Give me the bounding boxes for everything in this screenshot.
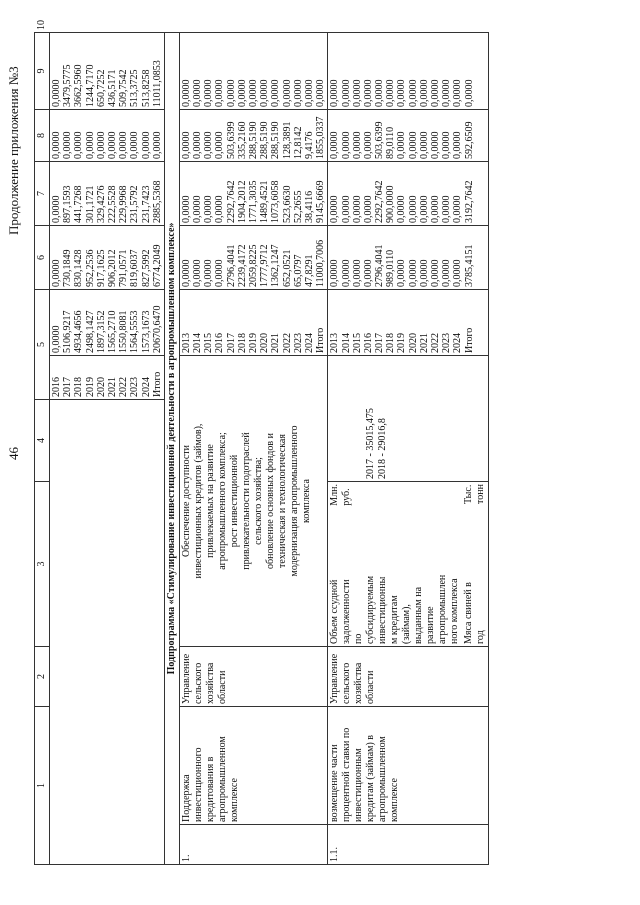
row11-col9-line: 0,0000: [452, 79, 464, 107]
row1-col6-line: 1777,9712: [259, 244, 271, 287]
row11-indicator2-line: год: [475, 630, 487, 644]
row1-col7-line: 1489,4521: [259, 180, 271, 223]
row11-col8-line: 89,0110: [385, 126, 397, 159]
block-a-col6-line: 5106,9217: [62, 310, 74, 353]
row1-col6-line: 652,0521: [281, 249, 293, 287]
row1-col7-line: 1073,6058: [270, 180, 282, 223]
row11-years-line: 2014: [340, 333, 352, 353]
row11-col9-line: 0,0000: [351, 79, 363, 107]
row11-col7-line: 0,0000: [340, 195, 352, 223]
row11-years-line: 2017: [374, 333, 386, 353]
block-a-col9-line: 0,0000: [151, 131, 163, 159]
block-a-col10-line: 513,3725: [129, 69, 141, 107]
header-row: 1 2 3 4 5 6 7 8 9 10: [35, 33, 50, 865]
row1-indicator: [179, 356, 327, 647]
row1-years-line: Итого: [315, 327, 327, 353]
row1-indicator-line: модернизация агропромышленного: [288, 425, 300, 577]
block-a-col9-line: 0,0000: [140, 131, 152, 159]
row11-col7-line: 0,0000: [452, 195, 464, 223]
row1-col8-line: 1855,0337: [315, 116, 327, 159]
row1-executor: [179, 647, 327, 707]
row1-col8-line: 0,0000: [192, 131, 204, 159]
subprogram-row: [164, 33, 179, 865]
row1-col8-line: 503,6399: [225, 121, 237, 159]
row1-indicator-line: привлекаемых на развитие: [204, 444, 216, 558]
row1-col8: [179, 110, 327, 162]
row11-col6-line: 0,0000: [430, 259, 441, 287]
row11-col7: [328, 162, 489, 226]
row11-indicator1-line: задолженности: [341, 579, 353, 644]
row1-years-line: 2022: [281, 333, 293, 353]
row1-col9-line: 0,0000: [236, 79, 248, 107]
row11-indicator1: [329, 575, 461, 644]
row11-indicator2: [463, 582, 487, 644]
row1-number: 1.: [179, 825, 327, 865]
row11-name-line: комплексе: [389, 778, 401, 822]
block-a-col10-line: 1244,7170: [84, 64, 96, 107]
block-a-col8-line: 222,5528: [106, 185, 118, 223]
row1-col6-line: 65,0797: [292, 254, 304, 287]
row1-col8-line: 9,4176: [303, 131, 315, 159]
header-col-3: 3: [35, 482, 50, 647]
row11-col6-line: 0,0000: [452, 259, 464, 287]
row11-indicator1-line: ного комплекса: [449, 578, 461, 644]
row11-years-line: 2015: [351, 333, 363, 353]
row1-col7-line: 52,2655: [292, 190, 304, 223]
row11-col7-line: 2292,7642: [374, 180, 386, 223]
row11-col9-line: 0,0000: [407, 79, 419, 107]
row1-col6-line: 0,0000: [214, 259, 226, 287]
row1-col9-line: 0,0000: [270, 79, 282, 107]
row11-years-line: 2019: [396, 333, 408, 353]
row11-name-line: возмещение части: [329, 744, 341, 822]
row11-col9-line: 0,0000: [340, 79, 352, 107]
row1-years-line: 2019: [248, 333, 259, 353]
row11-col9-line: 0,0000: [329, 79, 341, 107]
row1-col9-line: 0,0000: [281, 79, 293, 107]
row11-executor: [328, 647, 489, 707]
row1-col8-line: 0,0000: [214, 131, 226, 159]
row11-years-line: 2020: [407, 333, 419, 353]
block-a-col6: [50, 290, 165, 356]
row11-col7-line: 0,0000: [396, 195, 408, 223]
row11-indicator1-line: развитие: [425, 606, 437, 644]
block-a-col8-line: 229,9968: [118, 185, 130, 223]
row11-indicator1-line: выданным на: [413, 586, 425, 644]
row11-col7-line: 0,0000: [362, 195, 374, 223]
row1-col8-line: 288,5190: [259, 121, 271, 159]
row11-col7-line: 0,0000: [418, 195, 430, 223]
row1-years-line: 2017: [225, 333, 237, 353]
block-a-col8: [50, 162, 165, 226]
row1-years-line: 2016: [214, 333, 226, 353]
row1-name-line: Поддержка: [180, 774, 192, 822]
row1-col7-line: 0,0000: [203, 195, 215, 223]
row11-col8-line: 0,0000: [351, 131, 363, 159]
row11-unit1-line: Млн.: [329, 484, 341, 506]
block-a-years: [50, 356, 165, 400]
row11-col6: [328, 226, 489, 290]
row11-number: 1.1.: [328, 825, 489, 865]
row1-years-line: 2024: [303, 333, 315, 353]
row11-col8-line: 503,6399: [374, 121, 386, 159]
block-a-col10-line: 436,5171: [106, 69, 118, 107]
header-col-5: 5: [35, 290, 50, 400]
block-a-col7-line: 827,5992: [140, 249, 152, 287]
row11-col7-line: 0,0000: [329, 195, 341, 223]
row11-unit2: [463, 484, 487, 504]
row11-col6-line: 0,0000: [362, 259, 374, 287]
row11-indicator1-line: Объем ссудной: [329, 579, 341, 644]
row11-col8-line: 592,6509: [463, 121, 475, 159]
row11-indicator1-line: м кредитам: [389, 595, 401, 644]
block-a-col8-line: 2885,5368: [151, 180, 163, 223]
block-a-col7-line: 830,1428: [73, 249, 85, 287]
row11-col6-line: 2796,4041: [374, 244, 386, 287]
row11-name-line: кредитам (займам) в: [365, 734, 377, 822]
row1-col6-line: 2239,4172: [236, 244, 248, 287]
row1-years-line: 2013: [180, 333, 192, 353]
table-row-1: [179, 33, 327, 865]
row1-years-line: 2015: [203, 333, 215, 353]
row1-executor-line: хозяйства: [204, 662, 216, 704]
block-a-col6-line: 1897,3152: [95, 310, 107, 353]
row11-col7-line: 0,0000: [407, 195, 419, 223]
block-a-col8-line: 231,5792: [129, 185, 141, 223]
row11-executor-line: хозяйства: [353, 662, 365, 704]
row1-indicator-line: техническая и технологическая: [276, 434, 288, 568]
row1-col8-line: 288,5190: [248, 121, 259, 159]
row1-indicator-line: обновление основных фондов и: [264, 433, 276, 569]
row11-years-line: 2021: [418, 333, 430, 353]
row11-indicator2-line: Мяса свиней в: [463, 582, 475, 644]
row1-executor-line: сельского: [192, 662, 204, 704]
block-a-col6-line: 1564,5553: [129, 310, 141, 353]
row11-col7-line: 3192,7642: [463, 180, 475, 223]
row11-name-line: инвестиционным: [353, 748, 365, 822]
row11-col9-line: 0,0000: [463, 79, 475, 107]
block-a-col9-line: 0,0000: [51, 131, 62, 159]
block-a-col10-line: 650,7252: [95, 69, 107, 107]
row1-indicator-line: сельского хозяйства;: [252, 457, 264, 545]
header-col-4: 4: [35, 400, 50, 482]
block-a-col10-line: 509,7542: [118, 69, 130, 107]
row11-col6-line: 989,0110: [385, 249, 397, 287]
page-number: 46: [6, 447, 21, 460]
row11-col9-line: 0,0000: [385, 79, 397, 107]
block-a-years-line: 2017: [62, 377, 74, 397]
block-a-years-line: 2020: [95, 377, 107, 397]
row1-col7-line: 523,6630: [281, 185, 293, 223]
row1-col7: [179, 162, 327, 226]
header-col-9: 9: [35, 33, 50, 110]
row1-indicator-line: инвестиционных кредитов (займов),: [192, 423, 204, 579]
row1-col9-line: 0,0000: [180, 79, 192, 107]
row11-indicator1-line: (займам),: [401, 604, 413, 644]
row11-years: [328, 290, 489, 356]
header-col-8: 8: [35, 110, 50, 162]
row1-col9: [179, 33, 327, 110]
header-col-6: 6: [35, 226, 50, 290]
row1-col6-line: 11000,7006: [315, 239, 327, 287]
block-a-col7-line: 917,1625: [95, 249, 107, 287]
block-a-col10-line: 3662,5960: [73, 64, 85, 107]
row1-col6-line: 2796,4041: [225, 244, 237, 287]
block-a-col9-line: 0,0000: [106, 131, 118, 159]
table-row-1-1: [328, 33, 489, 865]
row1-col8-line: 0,0000: [203, 131, 215, 159]
row11-col9-line: 0,0000: [362, 79, 374, 107]
block-a-years-line: 2022: [118, 377, 130, 397]
row11-years-line: Итого: [463, 327, 475, 353]
block-a-col10: [50, 33, 165, 110]
row11-name-line: агропромышленном: [377, 736, 389, 822]
block-a-col6-line: 2498,1427: [84, 310, 96, 353]
block-a-col9-line: 0,0000: [118, 131, 130, 159]
row1-indicator-line: рост инвестиционной: [228, 454, 240, 548]
block-a-col7-line: 791,0571: [118, 249, 130, 287]
row11-col5-line: 2018 - 29016,8: [377, 418, 389, 479]
row1-col9-line: 0,0000: [292, 79, 304, 107]
row1-col7-line: 0,0000: [180, 195, 192, 223]
block-a-col7-line: 730,1849: [62, 249, 74, 287]
row11-col8: [328, 110, 489, 162]
row11-col7-line: 0,0000: [430, 195, 441, 223]
row11-col6-line: 0,0000: [418, 259, 430, 287]
row11-indicator-cell: [328, 482, 489, 647]
row11-col8-line: 0,0000: [396, 131, 408, 159]
row1-col6-line: 47,8291: [303, 254, 315, 287]
row11-years-line: 2013: [329, 333, 341, 353]
row1-col9-line: 0,0000: [203, 79, 215, 107]
row1-indicator-line: привлекательности подотраслей: [240, 432, 252, 570]
row11-col8-line: 0,0000: [407, 131, 419, 159]
block-a-col8-line: 231,7423: [140, 185, 152, 223]
row1-col7-line: 2292,7642: [225, 180, 237, 223]
row1-executor-line: области: [216, 670, 228, 704]
block-a-col9: [50, 110, 165, 162]
row11-col9-line: 0,0000: [430, 79, 441, 107]
row11-col8-line: 0,0000: [418, 131, 430, 159]
row1-col7-line: 1904,2012: [236, 180, 248, 223]
row1-col6-line: 1362,1247: [270, 244, 282, 287]
row1-col6-line: 0,0000: [203, 259, 215, 287]
row1-col8-line: 288,5190: [270, 121, 282, 159]
block-a-row: [50, 33, 165, 865]
row11-col5: [328, 356, 489, 482]
block-a-empty: [50, 400, 165, 865]
row1-years-line: 2021: [270, 333, 282, 353]
block-a-col6-line: 0,0000: [51, 325, 62, 353]
row1-name-line: комплексе: [228, 778, 240, 822]
row11-col9-line: 0,0000: [418, 79, 430, 107]
row11-col9: [328, 33, 489, 110]
row1-years-line: 2018: [236, 333, 248, 353]
block-a-col7-line: 0,0000: [51, 259, 62, 287]
row1-col8-line: 335,2160: [236, 121, 248, 159]
row11-years-line: 2016: [362, 333, 374, 353]
block-a-years-line: Итого: [151, 371, 163, 397]
row1-col9-line: 0,0000: [259, 79, 271, 107]
row11-indicator1-line: агропромышлен: [437, 574, 449, 644]
row11-col6-line: 0,0000: [340, 259, 352, 287]
row11-col6-line: 0,0000: [329, 259, 341, 287]
row11-name-line: процентной ставки по: [341, 727, 353, 822]
row1-col6-line: 2059,8225: [248, 244, 259, 287]
row11-col6-line: 0,0000: [351, 259, 363, 287]
block-a-col9-line: 0,0000: [95, 131, 107, 159]
row1-col6: [179, 226, 327, 290]
row11-col5-line: 2017 - 35015,475: [365, 408, 377, 479]
block-a-col8-line: 301,1721: [84, 185, 96, 223]
row1-col7-line: 9145,6669: [315, 180, 327, 223]
row11-col9-line: 0,0000: [374, 79, 386, 107]
row11-col6-line: 0,0000: [407, 259, 419, 287]
block-a-col7-line: 819,6037: [129, 249, 141, 287]
row11-executor-line: сельского: [341, 662, 353, 704]
header-col-7: 7: [35, 162, 50, 226]
row11-executor-line: области: [365, 670, 377, 704]
row11-indicator1-line: инвестиционны: [377, 576, 389, 644]
row1-years-line: 2020: [259, 333, 271, 353]
block-a-col10-line: 3479,5775: [62, 64, 74, 107]
row1-col9-line: 0,0000: [315, 79, 327, 107]
row11-col8-line: 0,0000: [340, 131, 352, 159]
block-a-col6-line: 20670,6470: [151, 305, 163, 353]
block-a-col6-line: 1565,2710: [106, 310, 118, 353]
block-a-col10-line: 11011,0853: [151, 60, 163, 107]
block-a-col9-line: 0,0000: [62, 131, 74, 159]
row1-indicator-line: комплекса: [300, 479, 312, 523]
row11-years-line: 2024: [452, 333, 464, 353]
row1-col7-line: 38,4116: [303, 190, 315, 223]
row11-name: [328, 707, 489, 825]
row11-col7-line: 0,0000: [441, 195, 453, 223]
block-a-years-line: 2019: [84, 377, 96, 397]
row1-name-line: агропромышленном: [216, 736, 228, 822]
row1-years-line: 2014: [192, 333, 204, 353]
row11-indicator1-line: по: [353, 633, 365, 644]
block-a-col7-line: 952,2536: [84, 249, 96, 287]
row11-unit1-line: руб.: [341, 488, 353, 506]
row11-col8-line: 0,0000: [362, 131, 374, 159]
row1-col8-line: 0,0000: [180, 131, 192, 159]
row1-col8-line: 128,3891: [281, 121, 293, 159]
row11-unit2-line: Тыс.: [463, 484, 475, 504]
row11-col9-line: 0,0000: [396, 79, 408, 107]
block-a-col8-line: 441,7268: [73, 185, 85, 223]
row1-name-line: кредитования в: [204, 756, 216, 822]
row11-col6-line: 3785,4151: [463, 244, 475, 287]
row1-name: [179, 707, 327, 825]
block-a-col7-line: 906,2012: [106, 249, 118, 287]
row1-executor-line: Управление: [180, 653, 192, 704]
row11-col8-line: 0,0000: [430, 131, 441, 159]
block-a-col7-line: 6774,2049: [151, 244, 163, 287]
row1-col9-line: 0,0000: [192, 79, 204, 107]
block-a-years-line: 2023: [129, 377, 141, 397]
block-a-col8-line: 0,0000: [51, 195, 62, 223]
block-a-col6-line: 1573,1673: [140, 310, 152, 353]
row1-col6-line: 0,0000: [192, 259, 204, 287]
row11-unit1: [329, 484, 461, 506]
subprogram-title: Подпрограмма «Стимулирование инвестиционной деятельности в агропромышленном комплексе»: [164, 33, 179, 865]
row11-indicator1-line: субсидируемым: [365, 575, 377, 644]
row11-years-line: 2022: [430, 333, 441, 353]
row1-col7-line: 0,0000: [214, 195, 226, 223]
header-col-1: 1: [35, 707, 50, 865]
row11-col7-line: 900,0000: [385, 185, 397, 223]
block-a-col9-line: 0,0000: [73, 131, 85, 159]
row11-col8-line: 0,0000: [441, 131, 453, 159]
block-a-col10-line: 513,8258: [140, 69, 152, 107]
row11-col7-line: 0,0000: [351, 195, 363, 223]
block-a-col6-line: 4934,4656: [73, 310, 85, 353]
block-a-col6-line: 1550,8081: [118, 310, 130, 353]
row11-executor-line: Управление: [329, 653, 341, 704]
row11-col6-line: 0,0000: [396, 259, 408, 287]
block-a-years-line: 2024: [140, 377, 152, 397]
block-a-years-line: 2016: [51, 377, 62, 397]
row1-col7-line: 1771,3035: [248, 180, 259, 223]
row1-years: [179, 290, 327, 356]
row11-col8-line: 0,0000: [452, 131, 464, 159]
block-a-col8-line: 897,1593: [62, 185, 74, 223]
row11-col8-line: 0,0000: [329, 131, 341, 159]
block-a-years-line: 2018: [73, 377, 85, 397]
row11-years-line: 2023: [441, 333, 453, 353]
row1-years-line: 2023: [292, 333, 304, 353]
block-a-col8-line: 329,4276: [95, 185, 107, 223]
budget-table: [34, 20, 489, 865]
block-a-col9-line: 0,0000: [129, 131, 141, 159]
block-a-years-line: 2021: [106, 377, 118, 397]
row1-col7-line: 0,0000: [192, 195, 204, 223]
row11-years-line: 2018: [385, 333, 397, 353]
row1-indicator-line: агропромышленного комплекса;: [216, 432, 228, 570]
row1-name-line: инвестиционного: [192, 747, 204, 822]
header-col-2: 2: [35, 647, 50, 707]
row11-col6-line: 0,0000: [441, 259, 453, 287]
block-a-col7: [50, 226, 165, 290]
row1-col6-line: 0,0000: [180, 259, 192, 287]
row1-col9-line: 0,0000: [225, 79, 237, 107]
row1-indicator-line: Обеспечение доступности: [180, 444, 192, 558]
row11-unit2-line: тонн: [475, 484, 487, 504]
row1-col9-line: 0,0000: [303, 79, 315, 107]
block-a-col9-line: 0,0000: [84, 131, 96, 159]
row1-col8-line: 12,8142: [292, 126, 304, 159]
block-a-col10-line: 0,0000: [51, 79, 62, 107]
appendix-caption: Продолжение приложения №3: [6, 66, 21, 235]
row1-col9-line: 0,0000: [214, 79, 226, 107]
row11-col9-line: 0,0000: [441, 79, 453, 107]
row1-col9-line: 0,0000: [248, 79, 259, 107]
